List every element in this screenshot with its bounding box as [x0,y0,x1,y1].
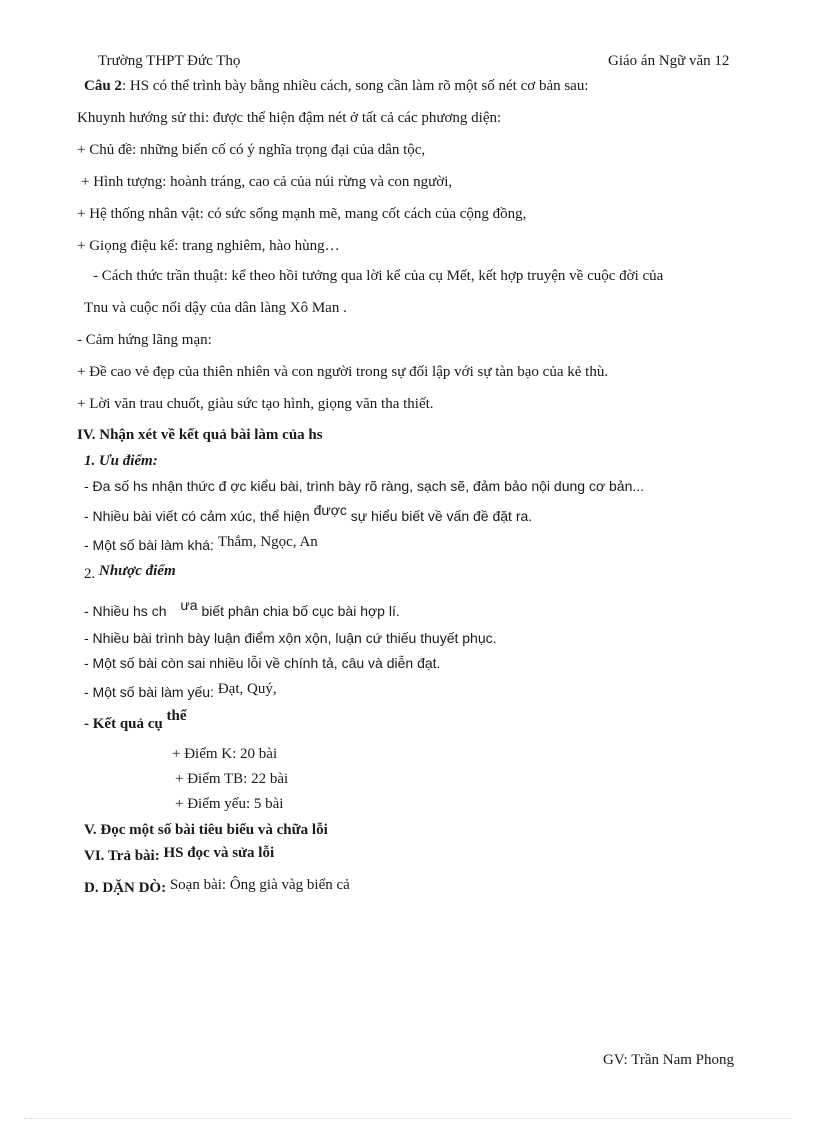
ket-qua-row-tb: + Điểm TB: 22 bài [175,771,289,787]
line-he-thong: + Hệ thống nhân vật: có sức sống mạnh mẽ, mang cốt cách của cộng đồng, [77,206,527,222]
uu-diem-item-3-text: - Một số bài làm khá: [84,537,214,553]
section-vi-title: VI. Trả bài: [84,848,160,864]
footer-teacher: GV: Trần Nam Phong [603,1052,734,1068]
cau2-colon: : [121,78,127,94]
ket-qua-row-k: + Điểm K: 20 bài [172,746,278,762]
section-iv-title: IV. Nhận xét về kết quả bài làm của hs [77,427,323,443]
nhuoc-diem-item-4-text: - Một số bài làm yếu: [84,684,214,700]
ket-qua-sup: thể [166,708,187,724]
line-hinh-tuong: + Hình tượng: hoành tráng, cao cả của núi rừng và con người, [81,174,453,190]
uu-diem-item-1: - Đa số hs nhận thức đ ợc kiểu bài, trình bày rõ ràng, sạch sẽ, đảm bảo nội dung cơ bản... [84,478,645,494]
section-d-line [84,877,350,897]
line-de-cao: + Đề cao vẻ đẹp của thiên nhiên và con người trong sự đối lập với sự tàn bạo của kẻ thù. [77,364,609,380]
uu-diem-item-2-rest: sự hiểu biết về vấn đề đặt ra. [350,508,533,524]
uu-diem-item-2-sup: được [313,502,347,518]
nhuoc-diem-item-2: - Nhiều bài trình bày luận điểm xộn xộn, luận cứ thiếu thuyết phục. [84,630,497,646]
nhuoc-diem-item-1-sup: ưa [180,597,198,613]
section-d-label: D. [84,880,99,896]
cau2-label: Câu 2 [84,78,122,94]
nhuoc-diem-heading: Nhược điểm [99,563,176,579]
uu-diem-heading: 1. Ưu điểm: [84,453,158,469]
nhuoc-diem-item-1-a: - Nhiều hs ch [84,603,167,619]
ket-qua-line [84,708,187,733]
line-khuynh-huong: Khuynh hướng sử thi: được thể hiện đậm nét ở tất cả các phương diện: [77,110,502,126]
nhuoc-diem-line [84,563,176,583]
uu-diem-item-2 [84,502,533,524]
uu-diem-item-3-names: Thắm, Ngọc, An [217,534,318,550]
cau2-text: HS có thể trình bày bằng nhiều cách, song cần làm rõ một số nét cơ bản sau: [129,78,589,94]
section-v-title: V. Đọc một số bài tiêu biểu và chữa lỗi [84,822,328,838]
section-d-value: Soạn bài: Ông già vàg biển cả [169,877,350,893]
header-document: Giáo án Ngữ văn 12 [608,53,730,69]
nhuoc-diem-item-1 [84,597,400,619]
uu-diem-item-3 [84,534,318,555]
line-chu-de: + Chủ đề: những biến cố có ý nghĩa trọng đại của dân tộc, [77,142,426,158]
ket-qua-label: - Kết quả cụ [84,716,163,732]
nhuoc-diem-item-4 [84,681,277,702]
nhuoc-diem-item-1-b: biết phân chia bố cục bài hợp lí. [201,603,400,619]
line-giong-dieu: + Giọng điệu kể: trang nghiêm, hào hùng… [77,238,340,254]
nhuoc-diem-item-3: - Một số bài còn sai nhiều lỗi về chính tả, câu và diễn đạt. [84,655,441,671]
nhuoc-diem-num: 2. [84,566,96,582]
line-cach-thuc-1: - Cách thức trần thuật: kể theo hồi tưởng qua lời kể của cụ Mết, kết hợp truyện về cuộc đời của [93,268,664,284]
ket-qua-row-yeu: + Điểm yếu: 5 bài [175,796,284,812]
cau2-line [84,78,589,95]
footer-divider [24,1118,792,1119]
section-vi-value: HS đọc và sửa lỗi [163,845,275,861]
section-d-title: DẶN DÒ: [102,880,167,896]
header-school: Trường THPT Đức Thọ [98,53,241,69]
nhuoc-diem-item-4-names: Đạt, Quý, [217,681,277,697]
line-cach-thuc-2: Tnu và cuộc nổi dậy của dân làng Xô Man . [84,300,347,316]
uu-diem-item-2-text: - Nhiều bài viết có cảm xúc, thể hiện [84,508,310,524]
section-vi-line [84,845,275,865]
line-loi-van: + Lời văn trau chuốt, giàu sức tạo hình, giọng văn tha thiết. [77,396,434,412]
line-cam-hung: - Cảm hứng lãng mạn: [77,332,212,348]
